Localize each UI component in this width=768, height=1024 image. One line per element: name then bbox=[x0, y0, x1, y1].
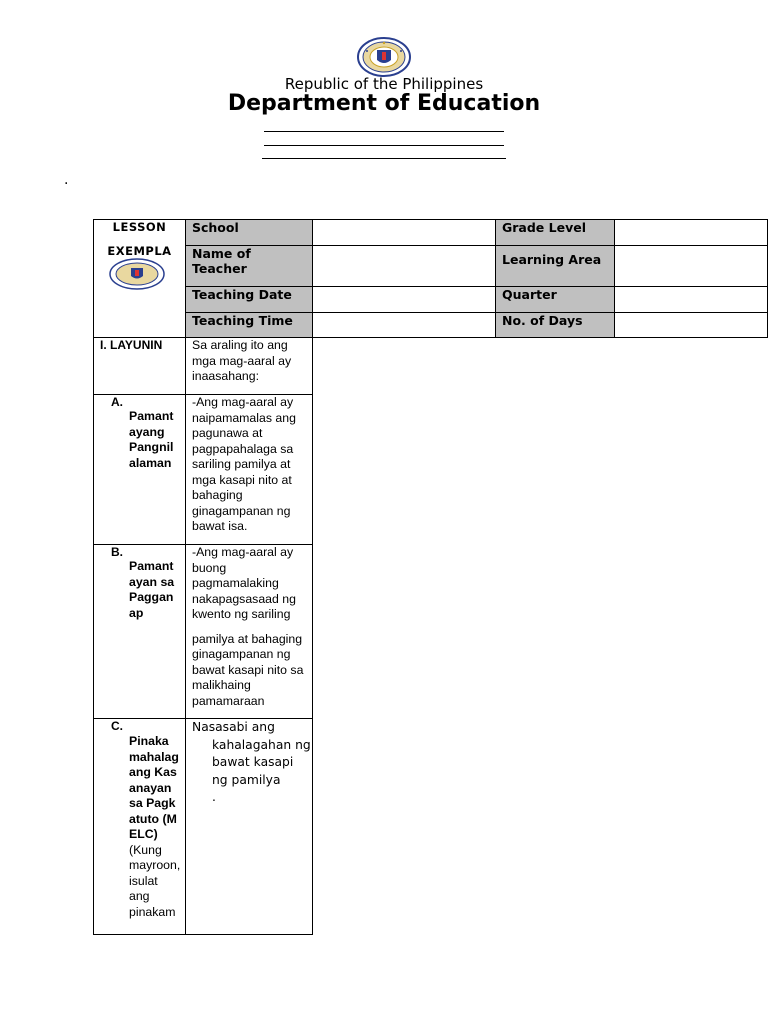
address-line-2 bbox=[264, 145, 504, 146]
teacher-label-cell bbox=[185, 245, 313, 287]
row-b-text-1: -Ang mag-aaral ay buong pagmamalaking nakapagsasaad ng kwento ng sariling bbox=[192, 545, 296, 621]
row-c-text-first: Nasasabi ang bbox=[192, 720, 275, 734]
deped-seal-icon bbox=[357, 37, 411, 77]
row-c-text-rest: kahalagahan ng bawat kasapi ng pamilya bbox=[212, 737, 311, 787]
row-a-text: -Ang mag-aaral ay naipamamalas ang pagunawa at pagpapahalaga sa sariling pamilya at mga kasapi nito at bahaging ginagampanan ng bawat isa. bbox=[192, 395, 296, 533]
grade-level-value-cell[interactable] bbox=[614, 219, 768, 246]
teaching-time-value-cell[interactable] bbox=[312, 312, 496, 338]
republic-heading: Republic of the Philippines bbox=[284, 75, 484, 93]
department-heading: Department of Education bbox=[227, 91, 541, 116]
row-b-letter: B. bbox=[111, 545, 123, 559]
lesson-exemplar-cell bbox=[93, 219, 186, 338]
row-b-text-cell bbox=[185, 544, 313, 719]
teaching-time-label-cell bbox=[185, 312, 313, 338]
teaching-date-label-cell bbox=[185, 286, 313, 313]
layunin-text: Sa araling ito ang mga mag-aaral ay inaasahang: bbox=[192, 338, 292, 383]
row-c-text-cell bbox=[185, 718, 313, 935]
row-a-label: Pamantayang Pangnilalaman bbox=[129, 409, 174, 470]
row-a-label-cell bbox=[93, 394, 186, 545]
row-a-text-cell bbox=[185, 394, 313, 545]
row-b-text-2: pamilya at bahaging ginagampanan ng bawat kasapi nito sa malikhaing pamamaraan bbox=[192, 631, 304, 708]
stray-bullet: . bbox=[64, 172, 69, 188]
learning-area-label: Learning Area bbox=[502, 252, 602, 267]
layunin-label: I. LAYUNIN bbox=[100, 338, 163, 352]
row-a-letter: A. bbox=[111, 395, 123, 409]
layunin-label-cell bbox=[93, 337, 186, 395]
row-c-text-dot: . bbox=[212, 790, 216, 804]
row-c-letter: C. bbox=[111, 719, 123, 733]
grade-level-label-cell bbox=[495, 219, 615, 246]
days-value-cell[interactable] bbox=[614, 312, 768, 338]
quarter-value-cell[interactable] bbox=[614, 286, 768, 313]
deped-small-seal-icon bbox=[109, 258, 165, 294]
row-b-label: Pamantayan sa Pagganap bbox=[129, 559, 175, 620]
teacher-label-line-2: Teacher bbox=[192, 261, 247, 276]
teaching-date-label: Teaching Date bbox=[192, 287, 292, 302]
row-c-label-bold: Pinakamahalagang Kasanayan sa Pagkatuto (MELC) bbox=[129, 734, 179, 841]
quarter-label: Quarter bbox=[502, 287, 557, 302]
row-c-label-normal: (Kung mayroon, isulat ang pinakam bbox=[129, 842, 181, 919]
days-label-cell bbox=[495, 312, 615, 338]
quarter-label-cell bbox=[495, 286, 615, 313]
school-value-cell[interactable] bbox=[312, 219, 496, 246]
learning-area-label-cell bbox=[495, 245, 615, 287]
grade-level-label: Grade Level bbox=[502, 220, 586, 235]
row-c-label bbox=[129, 734, 179, 920]
teacher-value-cell[interactable] bbox=[312, 245, 496, 287]
row-b-label-cell bbox=[93, 544, 186, 719]
teacher-label-line-1: Name of bbox=[192, 246, 251, 261]
address-line-1 bbox=[264, 131, 504, 132]
teaching-time-label: Teaching Time bbox=[192, 313, 293, 328]
school-label-cell bbox=[185, 219, 313, 246]
learning-area-value-cell[interactable] bbox=[614, 245, 768, 287]
layunin-text-cell bbox=[185, 337, 313, 395]
days-label: No. of Days bbox=[502, 313, 583, 328]
address-line-3 bbox=[262, 158, 506, 159]
row-c-label-cell bbox=[93, 718, 186, 935]
teaching-date-value-cell[interactable] bbox=[312, 286, 496, 313]
lesson-label: LESSON bbox=[112, 220, 167, 234]
school-label: School bbox=[192, 220, 239, 235]
exemplar-label: EXEMPLA bbox=[107, 244, 172, 258]
